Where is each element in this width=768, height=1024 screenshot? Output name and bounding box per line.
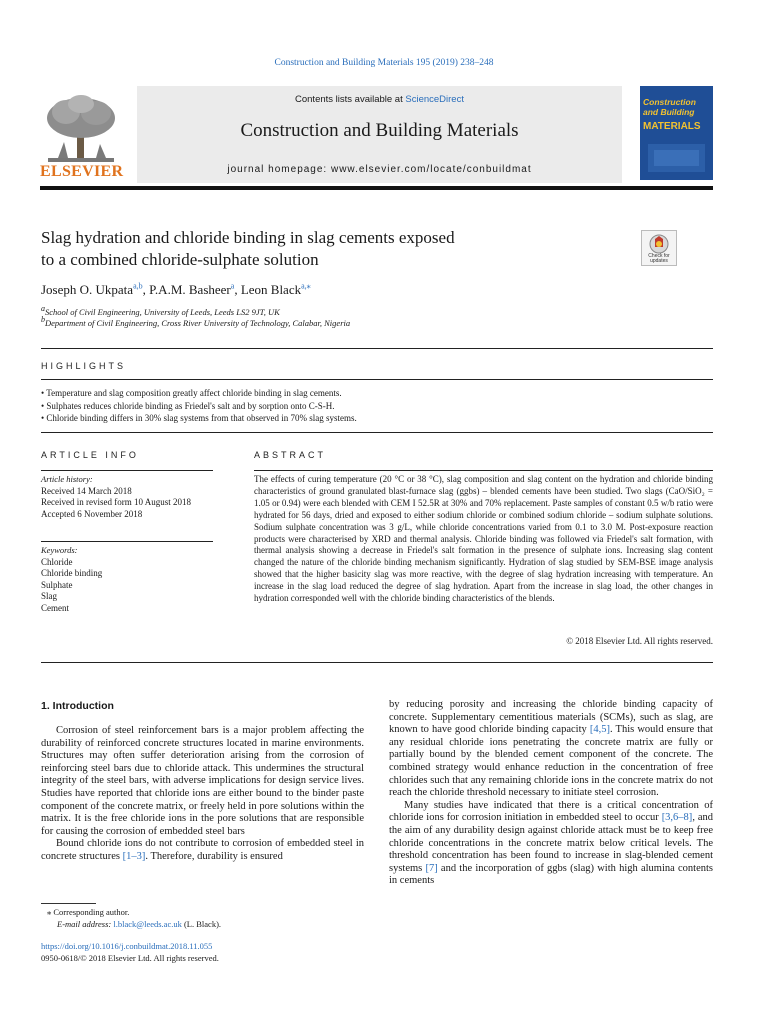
body-paragraph: Corrosion of steel reinforcement bars is a major problem affecting the durability of reinforced concrete structures located in marine environments. Structures may often suffer deterioration arising from the corrosion of reinforcing steel bars due to chloride attack. This undermines the structural integrity of the steel bars, with adverse implications for design service lives. Studies have reported that chloride ions are either bound to the binder paste component of the concrete matrix, or freely held in pore solutions within the matrix. It is the free chloride ions in the pore solutions that are responsible for causing the corrosion of embedded steel bars — [41, 725, 364, 837]
contents-line — [137, 94, 622, 105]
body-paragraph — [389, 699, 713, 800]
contents-prefix: Contents lists available at — [295, 94, 406, 105]
email-link[interactable]: l.black@leeds.ac.uk — [113, 918, 182, 929]
article-history — [41, 474, 221, 520]
keywords-block — [41, 545, 221, 614]
corresponding-author-note: ⁎ Corresponding author. — [47, 907, 130, 917]
body-text: and the incorporation of ggbs (slag) with high alumina contents in cements — [389, 862, 713, 887]
keyword: Chloride binding — [41, 568, 103, 578]
citation-link[interactable]: [7] — [425, 862, 438, 874]
author-2[interactable] — [149, 282, 234, 297]
author-3-name: Leon Black — [240, 282, 302, 297]
email-label: E-mail address: — [57, 918, 114, 929]
check-for-updates-icon[interactable] — [641, 230, 677, 266]
body-paragraph — [41, 838, 364, 863]
header-rule — [40, 186, 713, 190]
abstract-text: The effects of curing temperature (20 °C or 38 °C), slag composition and slag content on the hydration and chloride binding characteristics of ground granulated blast-furnace slag (ggbs) – blended cements have been studied. Two slags (CaO/SiO₂ = 1.05 or 0.94) were each blended with CEM I 52.5R at 30% and 70% replacement. Paste samples of constant 0.5 w/b ratio were hydrated for 56 days, dried and exposed to either sodium chloride or combined sodium chloride – sodium sulphate solutions. Sodium sulphate concentration was 3 g/L, while chloride concentrations varied from 0.1 to 3.0 M. Post-exposure reaction products were characterised by XRD and thermal analysis. Chloride binding was followed via Friedel's salt formation, with thermal analysis showing a decrease in Friedel's salt formation in the presence of sulphate ions. Increasing slag content changed the nature of the chloride binding mechanism significantly. Hydration of slag studied by SEM-BSE image analysis showed that the higher basicity slag was more reactive, with the degree of slag hydration increasing with temperature. An increase in the slag load reduced the degree of slag hydration. Apart from the increase in slag load, the other changes in hydration corresponded well with the chloride binding characteristics of the blends. — [254, 474, 713, 604]
highlights-heading: HIGHLIGHTS — [41, 361, 127, 371]
citation-line[interactable]: Construction and Building Materials 195 (2019) 238–248 — [274, 58, 494, 68]
abstract-heading: ABSTRACT — [254, 450, 327, 460]
highlight-item: • Chloride binding differs in 30% slag systems from that observed in 70% slag systems. — [41, 412, 713, 425]
author-separator: , — [234, 282, 241, 297]
author-3[interactable] — [241, 282, 311, 297]
history-accepted: Accepted 6 November 2018 — [41, 508, 143, 519]
article-info-heading: ARTICLE INFO — [41, 450, 139, 460]
affiliation-mark: a — [41, 304, 45, 314]
author-1-name: Joseph O. Ukpata — [41, 282, 134, 297]
article-title-line-2: to a combined chloride-sulphate solution — [41, 250, 319, 269]
body-text: Many studies have indicated that there is a critical concentration of chloride ions for corrosion initiation in embedded steel to occur — [389, 799, 713, 824]
abstract-bottom-rule — [41, 662, 713, 663]
keyword: Slag — [41, 591, 58, 601]
journal-homepage-link[interactable]: journal homepage: www.elsevier.com/locate/conbuildmat — [227, 164, 532, 175]
issn-line: 0950-0618/© 2018 Elsevier Ltd. All rights reserved. — [41, 952, 219, 963]
body-text: by reducing porosity and increasing the chloride binding capacity of concrete. Supplementary cementitious materials (SCMs), such as slag, are known to have good chloride binding capacity — [389, 699, 713, 736]
citation-link[interactable]: [3,6–8] — [661, 812, 693, 824]
history-received: Received 14 March 2018 — [41, 485, 132, 496]
body-text: . This would ensure that any residual chloride ions penetrating the concrete matrix are fully or partially bound by the blended cement component of the concrete. The combined strategy would enhance reduction in the concentration of free chlorides such that any remaining chloride ions in the concrete matrix do not reach the chloride threshold necessary to initiate steel corrosion. — [389, 724, 713, 799]
cover-title-line-2: and Building — [643, 106, 695, 117]
article-info-rule — [41, 470, 213, 471]
email-note — [41, 919, 371, 931]
highlights-bottom-rule — [41, 432, 713, 433]
highlight-item: • Temperature and slag composition greatly affect chloride binding in slag cements. — [41, 387, 713, 400]
body-right-column — [389, 699, 713, 888]
highlight-item: • Sulphates reduces chloride binding as Friedel's salt and by sorption onto C-S-H. — [41, 400, 713, 413]
doi-block — [41, 941, 371, 964]
journal-cover-thumbnail[interactable] — [640, 86, 713, 180]
abstract-rule — [254, 470, 713, 471]
affiliation-b — [41, 315, 641, 329]
cover-texture-icon — [640, 142, 713, 180]
authors-line — [41, 282, 641, 298]
author-separator: , — [142, 282, 150, 297]
article-title-line-1: Slag hydration and chloride binding in slag cements exposed — [41, 228, 455, 247]
abstract-copyright: © 2018 Elsevier Ltd. All rights reserved. — [566, 636, 713, 646]
cover-title — [643, 98, 711, 118]
sciencedirect-link[interactable]: ScienceDirect — [405, 94, 464, 105]
author-2-affil[interactable]: a — [230, 281, 235, 291]
highlights-list — [41, 387, 713, 425]
keyword: Cement — [41, 602, 69, 613]
cover-materials-word: MATERIALS — [643, 121, 701, 132]
history-heading: Article history: — [41, 474, 93, 484]
keyword: Chloride — [41, 556, 73, 567]
author-1[interactable] — [41, 282, 143, 297]
affiliation-text: School of Civil Engineering, University of Leeds, Leeds LS2 9JT, UK — [45, 307, 280, 317]
author-1-affil[interactable]: a,b — [133, 281, 143, 291]
author-2-name: P.A.M. Basheer — [149, 282, 231, 297]
affiliation-text: Department of Civil Engineering, Cross River University of Technology, Calabar, Nigeria — [45, 318, 351, 328]
history-revised: Received in revised form 10 August 2018 — [41, 497, 191, 507]
cover-title-line-1: Construction — [643, 97, 696, 107]
body-left-column — [41, 725, 364, 864]
keyword: Sulphate — [41, 579, 73, 590]
email-suffix: (L. Black). — [181, 918, 222, 929]
footnotes — [41, 907, 371, 930]
citation-link[interactable]: [4,5] — [589, 724, 610, 736]
journal-name: Construction and Building Materials — [240, 120, 519, 141]
publisher-wordmark: ELSEVIER — [40, 163, 124, 180]
footnote-rule — [41, 903, 96, 904]
affiliation-a — [41, 304, 641, 318]
body-paragraph — [389, 800, 713, 888]
citation-link[interactable]: [1–3] — [122, 850, 146, 862]
body-text: . Therefore, durability is ensured — [145, 850, 283, 862]
affiliations — [41, 304, 641, 329]
check-updates-label: Check for updates — [648, 253, 670, 264]
body-text: Bound chloride ions do not contribute to corrosion of embedded steel in concrete structures — [41, 838, 364, 862]
highlights-heading-rule — [41, 379, 713, 380]
highlights-top-rule — [41, 348, 713, 349]
author-3-affil[interactable]: a,⁎ — [301, 281, 311, 291]
section-heading-introduction: 1. Introduction — [41, 700, 114, 712]
affiliation-mark: b — [41, 315, 45, 325]
keywords-rule — [41, 541, 213, 542]
article-title — [41, 227, 601, 271]
keywords-heading: Keywords: — [41, 545, 78, 555]
doi-link[interactable]: https://doi.org/10.1016/j.conbuildmat.2018.11.055 — [41, 941, 213, 951]
body-text: , and the aim of any durability design against chloride attack must be to keep free chloride concentrations in the concrete matrix below critical levels. The threshold concentration has been found to increase in slag-blended cement systems — [389, 812, 713, 874]
